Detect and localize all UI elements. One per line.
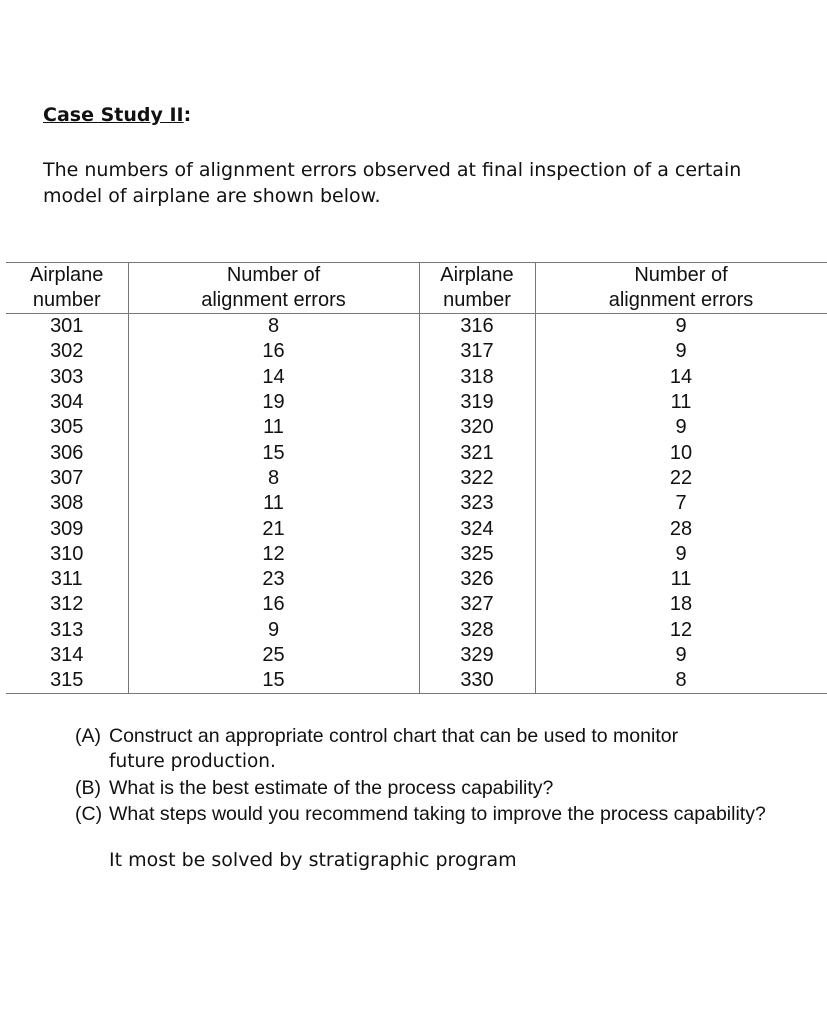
- airplane-number-cell: 321: [419, 440, 535, 465]
- alignment-errors-cell: 8: [128, 466, 419, 491]
- table-row: [6, 516, 827, 541]
- alignment-errors-cell: 9: [535, 415, 827, 440]
- header-line: number: [443, 289, 511, 311]
- alignment-errors-cell: 22: [535, 466, 827, 491]
- airplane-number-cell: 308: [50, 492, 84, 515]
- alignment-errors-cell: 19: [128, 390, 419, 415]
- table-row: [6, 643, 827, 668]
- question-item: [75, 801, 820, 827]
- airplane-number-cell: 329: [419, 643, 535, 668]
- alignment-errors-cell: 25: [128, 643, 419, 668]
- table-body: [6, 314, 827, 694]
- header-line: Airplane: [30, 264, 104, 286]
- alignment-errors-cell: 8: [535, 668, 827, 694]
- table-row: [6, 390, 827, 415]
- airplane-number-cell: 324: [419, 516, 535, 541]
- question-label: (A): [75, 725, 101, 747]
- question-text-block: [109, 801, 820, 827]
- airplane-number-cell: 309: [50, 517, 84, 540]
- question-text-continuation: future production.: [109, 751, 276, 772]
- question-text-block: [109, 775, 820, 801]
- alignment-errors-table-container: [6, 262, 827, 694]
- question-text: What is the best estimate of the process capability?: [109, 777, 554, 799]
- alignment-errors-cell: 11: [128, 415, 419, 440]
- airplane-number-cell: 312: [50, 593, 84, 616]
- alignment-errors-cell: 12: [535, 618, 827, 643]
- table-row: [6, 314, 827, 340]
- question-text-block: [109, 723, 820, 775]
- header-line: alignment errors: [201, 289, 346, 311]
- airplane-number-cell: 325: [419, 542, 535, 567]
- airplane-number-cell: 304: [50, 391, 84, 414]
- alignment-errors-cell: 16: [128, 339, 419, 364]
- airplane-number-cell: 306: [50, 441, 84, 464]
- header-line: Airplane: [440, 264, 514, 286]
- alignment-errors-cell: 11: [128, 491, 419, 516]
- alignment-errors-cell: 9: [535, 542, 827, 567]
- airplane-number-cell: 305: [50, 416, 84, 439]
- airplane-number-cell: 327: [419, 592, 535, 617]
- alignment-errors-cell: 15: [128, 440, 419, 465]
- alignment-errors-cell: 18: [535, 592, 827, 617]
- airplane-number-cell: 316: [419, 314, 535, 340]
- case-study-title: [43, 104, 191, 126]
- table-row: [6, 567, 827, 592]
- intro-line: The numbers of alignment errors observed at final inspection of a certain: [43, 159, 742, 181]
- airplane-number-cell: 322: [419, 466, 535, 491]
- intro-paragraph: [43, 157, 743, 209]
- airplane-number-cell: 328: [419, 618, 535, 643]
- alignment-errors-cell: 23: [128, 567, 419, 592]
- airplane-number-cell: 320: [419, 415, 535, 440]
- airplane-number-cell: 303: [50, 365, 84, 388]
- alignment-errors-cell: 11: [535, 390, 827, 415]
- header-line: number: [32, 289, 101, 311]
- airplane-number-cell: 301: [50, 315, 84, 338]
- airplane-number-cell: 317: [419, 339, 535, 364]
- alignment-errors-cell: 16: [128, 592, 419, 617]
- airplane-number-cell: 307: [50, 466, 84, 489]
- title-colon: :: [183, 104, 192, 126]
- alignment-errors-cell: 10: [535, 440, 827, 465]
- title-text: Case Study II: [43, 104, 184, 126]
- header-line: Number of: [226, 264, 321, 286]
- header-line: Number of: [634, 264, 728, 286]
- airplane-number-cell: 318: [419, 365, 535, 390]
- alignment-errors-cell: 11: [535, 567, 827, 592]
- header-alignment-errors: [535, 263, 827, 314]
- alignment-errors-cell: 8: [128, 314, 419, 340]
- header-airplane-number: [419, 263, 535, 314]
- question-text: Construct an appropriate control chart that can be used to monitor: [109, 725, 679, 747]
- airplane-number-cell: 310: [50, 542, 84, 565]
- airplane-number-cell: 330: [419, 668, 535, 694]
- table-row: [6, 592, 827, 617]
- question-label: (C): [75, 803, 103, 825]
- question-item: [75, 723, 820, 775]
- airplane-number-cell: 302: [50, 340, 84, 363]
- table-row: [6, 365, 827, 390]
- question-item: [75, 775, 820, 801]
- table-row: [6, 339, 827, 364]
- airplane-number-cell: 313: [50, 618, 84, 641]
- alignment-errors-cell: 9: [535, 643, 827, 668]
- airplane-number-cell: 323: [419, 491, 535, 516]
- table-row: [6, 440, 827, 465]
- table-row: [6, 618, 827, 643]
- alignment-errors-cell: 12: [128, 542, 419, 567]
- airplane-number-cell: 319: [419, 390, 535, 415]
- table-row: [6, 415, 827, 440]
- alignment-errors-cell: 7: [535, 491, 827, 516]
- header-airplane-number: [6, 263, 128, 314]
- alignment-errors-cell: 15: [128, 668, 419, 694]
- table-header-row: [6, 263, 827, 314]
- airplane-number-cell: 311: [50, 568, 83, 591]
- alignment-errors-cell: 14: [535, 365, 827, 390]
- questions-list: [75, 723, 820, 827]
- header-line: alignment errors: [608, 289, 754, 311]
- alignment-errors-cell: 9: [535, 339, 827, 364]
- alignment-errors-cell: 21: [128, 516, 419, 541]
- alignment-errors-cell: 9: [535, 314, 827, 340]
- question-label: (B): [75, 777, 101, 799]
- solution-note: It most be solved by stratigraphic program: [109, 849, 517, 871]
- airplane-number-cell: 315: [6, 668, 128, 694]
- header-alignment-errors: [128, 263, 419, 314]
- airplane-number-cell: 326: [419, 567, 535, 592]
- table-row: [6, 491, 827, 516]
- alignment-errors-cell: 9: [128, 618, 419, 643]
- alignment-errors-cell: 28: [535, 516, 827, 541]
- table-row: [6, 542, 827, 567]
- question-text: What steps would you recommend taking to improve the process capability?: [109, 803, 766, 825]
- airplane-number-cell: 314: [50, 644, 84, 666]
- alignment-errors-table: [6, 262, 827, 694]
- alignment-errors-cell: 14: [128, 365, 419, 390]
- table-row: [6, 668, 827, 694]
- intro-line: model of airplane are shown below.: [43, 185, 381, 207]
- table-row: [6, 466, 827, 491]
